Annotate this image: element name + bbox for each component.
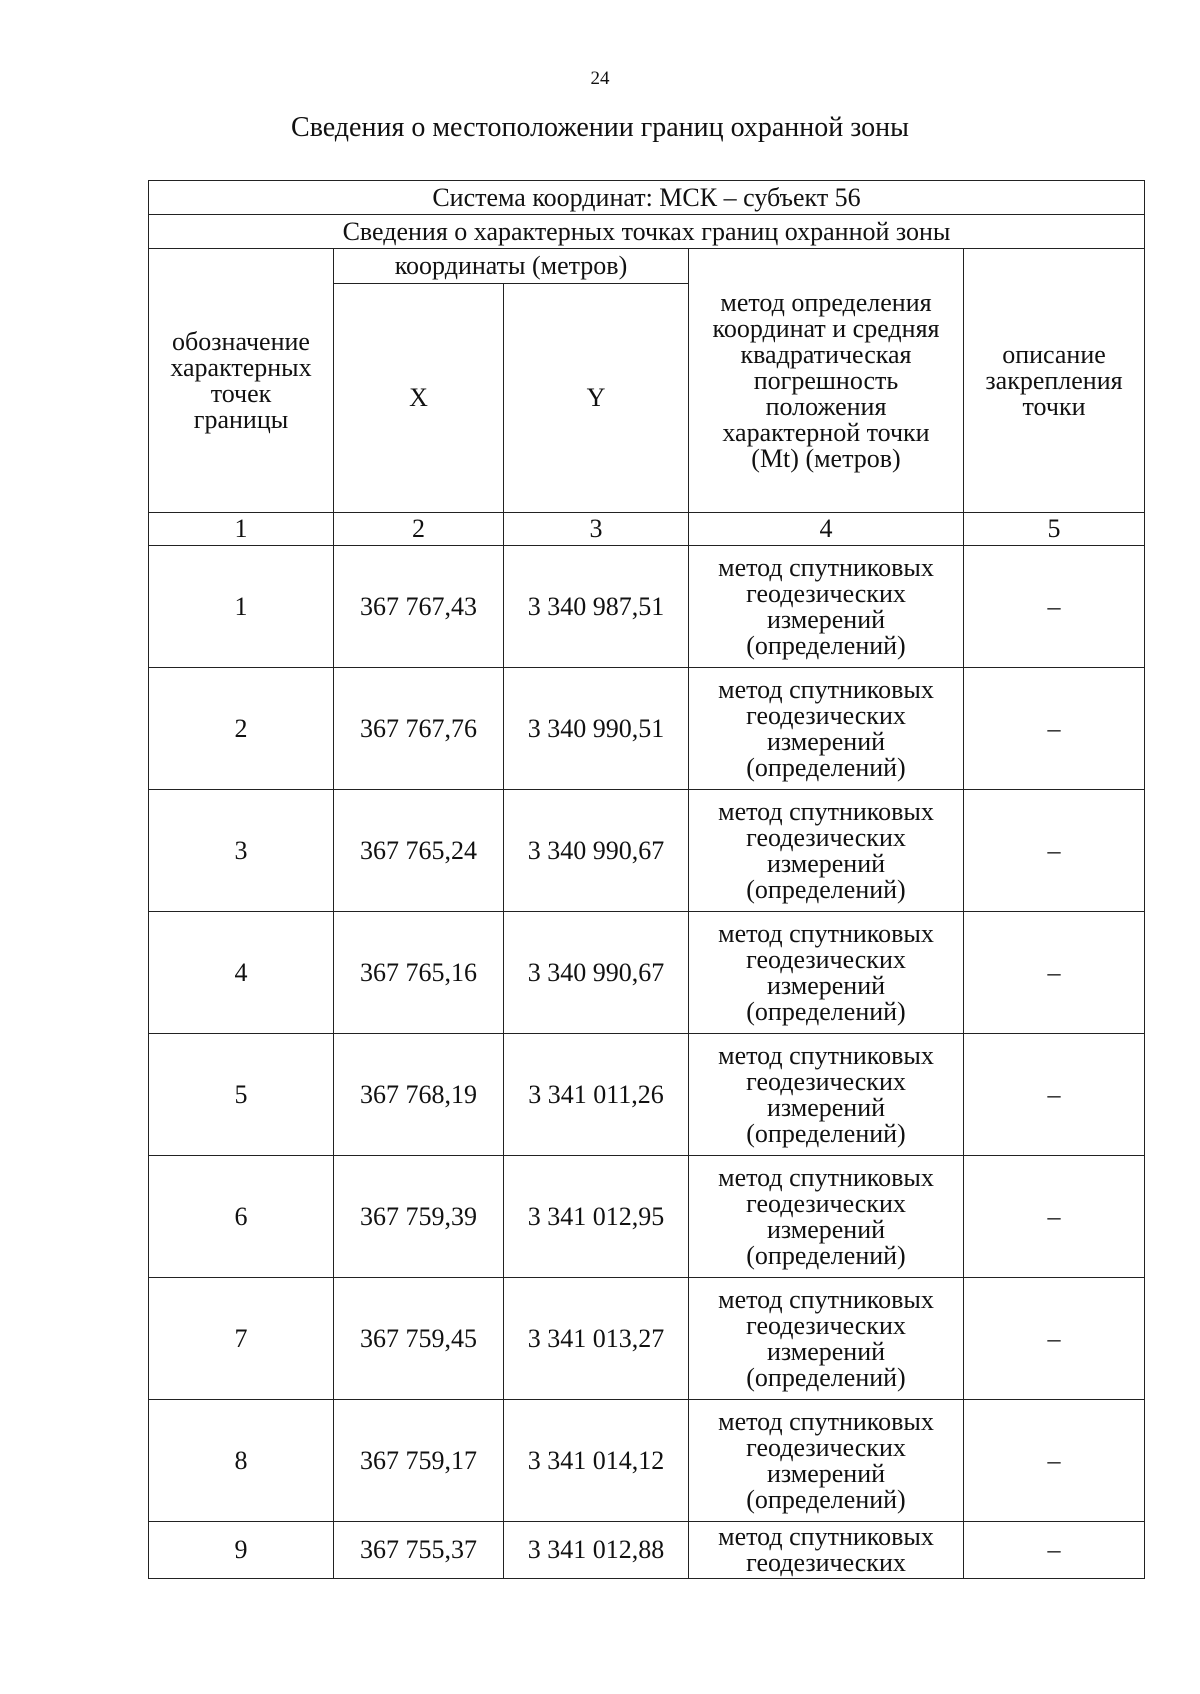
header-description-line: описание — [1002, 339, 1106, 369]
column-numbers-row — [149, 513, 1145, 546]
table-row — [149, 1522, 1145, 1579]
coord-x: 367 759,45 — [334, 1278, 504, 1400]
coord-x: 367 759,39 — [334, 1156, 504, 1278]
coord-x: 367 755,37 — [334, 1522, 504, 1579]
method-line: геодезических — [746, 700, 906, 730]
method-line: геодезических — [746, 1548, 906, 1577]
header-designation — [149, 249, 334, 513]
column-number: 5 — [964, 513, 1145, 546]
coordinate-system-cell: Система координат: МСК – субъект 56 — [149, 181, 1145, 215]
header-method-line: координат и средняя — [712, 313, 940, 343]
method-line: измерений — [766, 848, 886, 878]
header-method-line: положения — [765, 391, 887, 421]
table-row — [149, 1156, 1145, 1278]
table-row — [149, 546, 1145, 668]
header-method — [689, 249, 964, 513]
coordinate-system-row — [149, 181, 1145, 215]
point-number: 4 — [149, 912, 334, 1034]
header-method-line: (Mt) (метров) — [751, 443, 901, 473]
method-line: (определений) — [746, 1118, 906, 1148]
method-line: геодезических — [746, 944, 906, 974]
header-description-line: закрепления — [985, 365, 1123, 395]
method-line: метод спутниковых — [718, 1522, 934, 1551]
header-method-line: характерной точки — [722, 417, 930, 447]
method-line: (определений) — [746, 1240, 906, 1270]
point-number: 3 — [149, 790, 334, 912]
method-cell — [689, 546, 964, 668]
method-cell — [689, 1400, 964, 1522]
table-row — [149, 912, 1145, 1034]
table-row — [149, 790, 1145, 912]
header-description — [964, 249, 1145, 513]
method-line: метод спутниковых — [718, 1284, 934, 1314]
method-cell — [689, 1278, 964, 1400]
header-method-line: квадратическая — [740, 339, 912, 369]
coord-x: 367 767,76 — [334, 668, 504, 790]
header-description-line: точки — [1022, 391, 1086, 421]
table-row — [149, 1034, 1145, 1156]
method-line: измерений — [766, 1336, 886, 1366]
method-line: (определений) — [746, 1484, 906, 1514]
method-cell — [689, 790, 964, 912]
info-row — [149, 215, 1145, 249]
coordinates-table — [148, 180, 1145, 1579]
method-line: метод спутниковых — [718, 552, 934, 582]
header-y: Y — [504, 284, 689, 513]
point-number: 7 — [149, 1278, 334, 1400]
coord-x: 367 765,16 — [334, 912, 504, 1034]
column-number: 1 — [149, 513, 334, 546]
method-line: геодезических — [746, 1066, 906, 1096]
method-line: (определений) — [746, 1362, 906, 1392]
method-cell — [689, 912, 964, 1034]
method-cell — [689, 1034, 964, 1156]
method-line: (определений) — [746, 752, 906, 782]
coord-y: 3 340 987,51 — [504, 546, 689, 668]
point-number: 2 — [149, 668, 334, 790]
description-cell: – — [964, 1400, 1145, 1522]
coord-x: 367 768,19 — [334, 1034, 504, 1156]
page-title: Сведения о местоположении границ охранной зоны — [291, 112, 909, 143]
column-number: 3 — [504, 513, 689, 546]
table-row — [149, 1400, 1145, 1522]
method-line: (определений) — [746, 996, 906, 1026]
point-number: 5 — [149, 1034, 334, 1156]
method-line: геодезических — [746, 1310, 906, 1340]
method-line: измерений — [766, 1458, 886, 1488]
method-line: метод спутниковых — [718, 1406, 934, 1436]
method-line: геодезических — [746, 1188, 906, 1218]
point-number: 8 — [149, 1400, 334, 1522]
header-coordinates: координаты (метров) — [334, 249, 689, 284]
method-line: измерений — [766, 970, 886, 1000]
method-line: измерений — [766, 726, 886, 756]
method-line: метод спутниковых — [718, 796, 934, 826]
description-cell: – — [964, 1156, 1145, 1278]
method-line: метод спутниковых — [718, 918, 934, 948]
coord-y: 3 341 012,88 — [504, 1522, 689, 1579]
header-designation-line: границы — [193, 404, 289, 434]
description-cell: – — [964, 1034, 1145, 1156]
description-cell: – — [964, 912, 1145, 1034]
method-line: измерений — [766, 604, 886, 634]
method-cell — [689, 1156, 964, 1278]
header-row — [149, 249, 1145, 284]
method-line: метод спутниковых — [718, 1040, 934, 1070]
header-designation-line: обозначение — [172, 326, 310, 356]
coord-x: 367 767,43 — [334, 546, 504, 668]
header-x: X — [334, 284, 504, 513]
description-cell: – — [964, 668, 1145, 790]
table-row — [149, 668, 1145, 790]
description-cell: – — [964, 1522, 1145, 1579]
method-cell — [689, 668, 964, 790]
coord-y: 3 341 011,26 — [504, 1034, 689, 1156]
description-cell: – — [964, 1278, 1145, 1400]
coord-y: 3 340 990,51 — [504, 668, 689, 790]
method-line: геодезических — [746, 578, 906, 608]
point-number: 9 — [149, 1522, 334, 1579]
method-line: метод спутниковых — [718, 1162, 934, 1192]
info-cell: Сведения о характерных точках границ охранной зоны — [149, 215, 1145, 249]
method-line: измерений — [766, 1214, 886, 1244]
column-number: 4 — [689, 513, 964, 546]
description-cell: – — [964, 546, 1145, 668]
method-line: метод спутниковых — [718, 674, 934, 704]
method-line: (определений) — [746, 630, 906, 660]
coord-y: 3 341 013,27 — [504, 1278, 689, 1400]
table-row — [149, 1278, 1145, 1400]
description-cell: – — [964, 790, 1145, 912]
header-method-line: метод определения — [720, 287, 932, 317]
method-line: геодезических — [746, 822, 906, 852]
coord-x: 367 765,24 — [334, 790, 504, 912]
page-number: 24 — [590, 68, 610, 89]
header-designation-line: характерных — [170, 352, 312, 382]
header-designation-line: точек — [210, 378, 272, 408]
point-number: 1 — [149, 546, 334, 668]
column-number: 2 — [334, 513, 504, 546]
coord-x: 367 759,17 — [334, 1400, 504, 1522]
coord-y: 3 340 990,67 — [504, 790, 689, 912]
method-line: (определений) — [746, 874, 906, 904]
method-line: измерений — [766, 1092, 886, 1122]
method-cell — [689, 1522, 964, 1579]
point-number: 6 — [149, 1156, 334, 1278]
coord-y: 3 340 990,67 — [504, 912, 689, 1034]
header-method-line: погрешность — [753, 365, 899, 395]
method-line: геодезических — [746, 1432, 906, 1462]
coord-y: 3 341 012,95 — [504, 1156, 689, 1278]
coord-y: 3 341 014,12 — [504, 1400, 689, 1522]
